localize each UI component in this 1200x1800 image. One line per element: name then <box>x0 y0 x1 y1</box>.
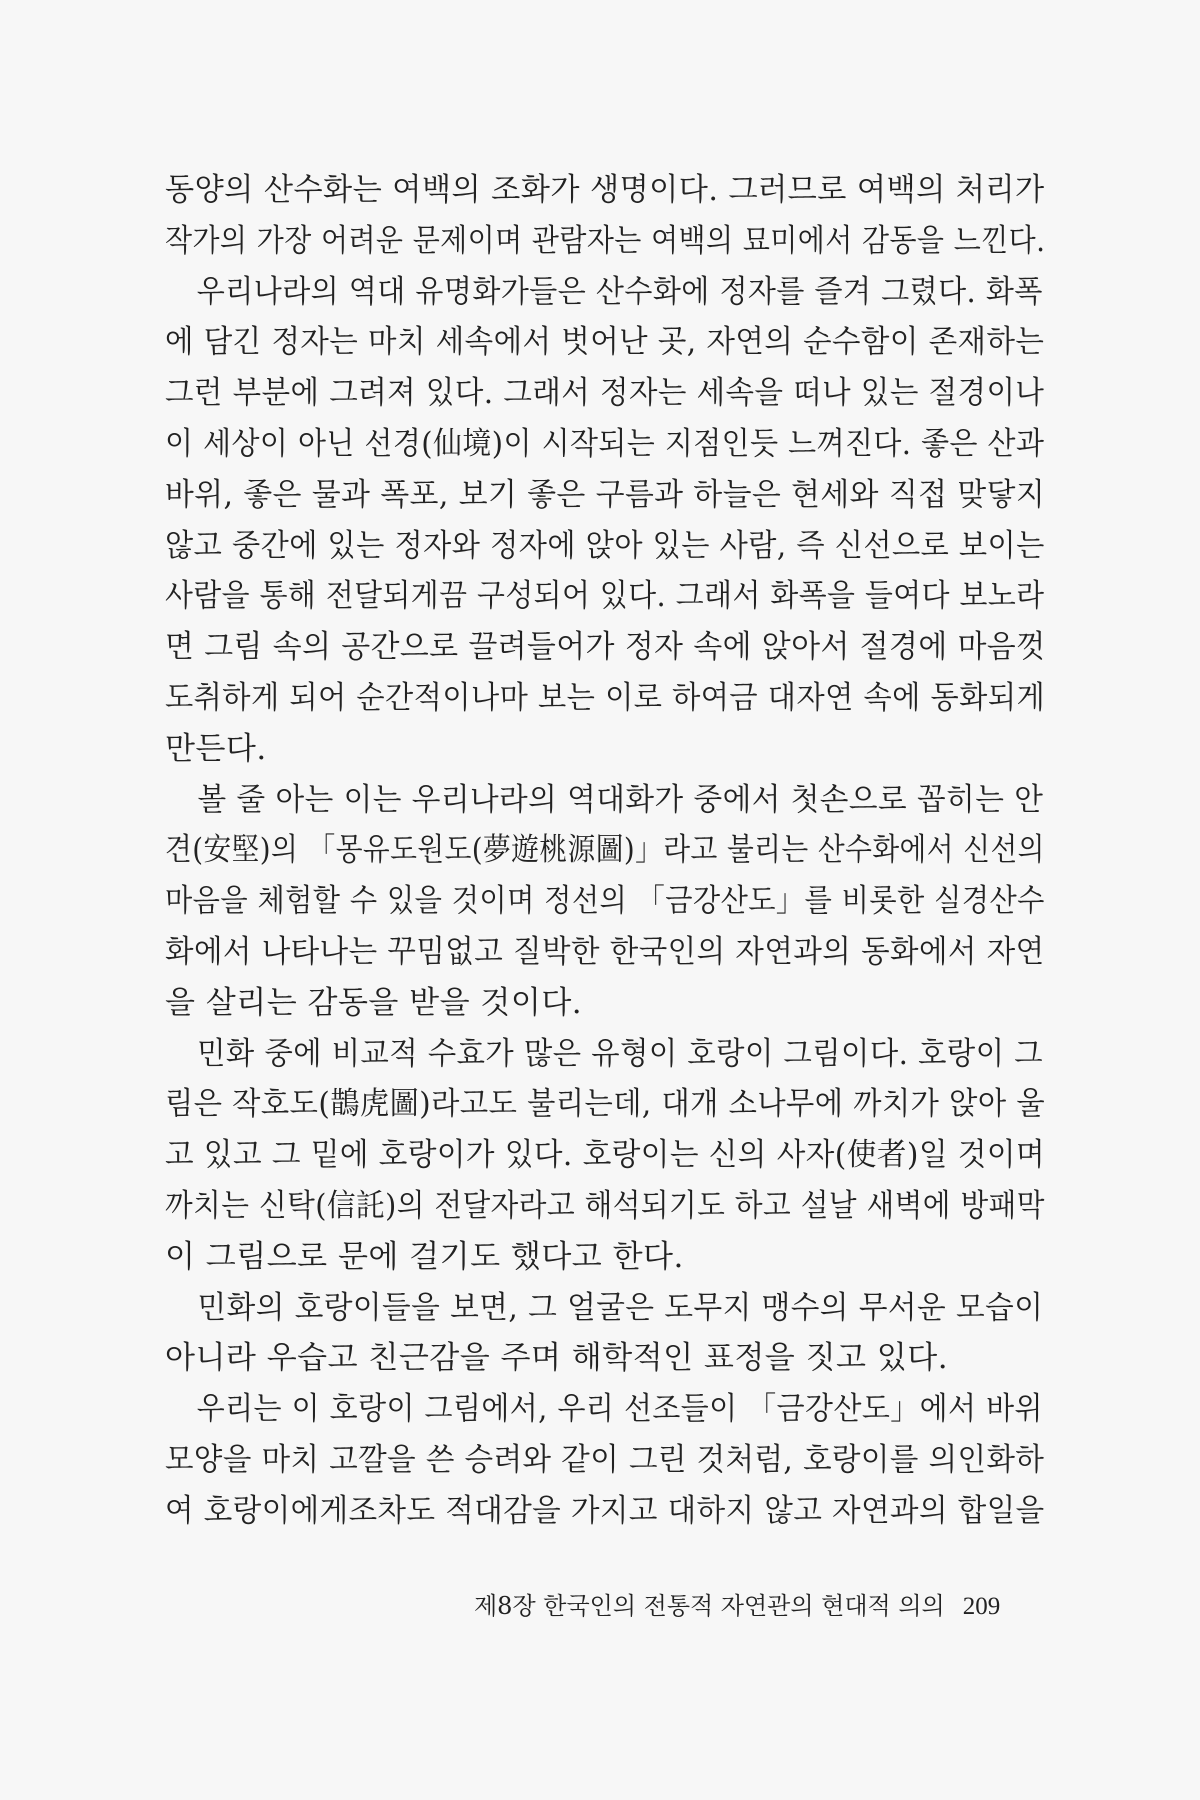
text-line: 견(安堅)의 「몽유도원도(夢遊桃源圖)」라고 불리는 산수화에서 신선의 <box>165 832 1045 869</box>
text-line: 림은 작호도(鵲虎圖)라고도 불리는데, 대개 소나무에 까치가 앉아 울 <box>165 1086 1046 1123</box>
text-line: 마음을 체험할 수 있을 것이며 정선의 「금강산도」를 비롯한 실경산수 <box>165 883 1045 920</box>
text-line: 고 있고 그 밑에 호랑이가 있다. 호랑이는 신의 사자(使者)일 것이며 <box>165 1137 1046 1174</box>
running-head: 제8장 한국인의 전통적 자연관의 현대적 의의 <box>474 1592 945 1620</box>
page-number: 209 <box>962 1593 1001 1620</box>
text-line: 화에서 나타나는 꾸밈없고 질박한 한국인의 자연과의 동화에서 자연 <box>165 933 1045 970</box>
text-line: 에 담긴 정자는 마치 세속에서 벗어난 곳, 자연의 순수함이 존재하는 <box>165 324 1045 361</box>
paragraph-start-line: 볼 줄 아는 이는 우리나라의 역대화가 중에서 첫손으로 꼽히는 안 <box>197 781 1044 818</box>
text-line: 까치는 신탁(信託)의 전달자라고 해석되기도 하고 설날 새벽에 방패막 <box>165 1187 1045 1224</box>
body-text <box>165 165 1045 1537</box>
text-line: 바위, 좋은 물과 폭포, 보기 좋은 구름과 하늘은 현세와 직접 맞닿지 <box>165 476 1046 513</box>
text-line: 을 살리는 감동을 받을 것이다. <box>165 984 583 1021</box>
text-line: 여 호랑이에게조차도 적대감을 가지고 대하지 않고 자연과의 합일을 <box>165 1492 1045 1529</box>
page-footer <box>474 1586 1000 1621</box>
paragraph-start-line: 우리는 이 호랑이 그림에서, 우리 선조들이 「금강산도」에서 바위 <box>196 1391 1043 1428</box>
text-line: 동양의 산수화는 여백의 조화가 생명이다. 그러므로 여백의 처리가 <box>165 172 1045 208</box>
text-line: 사람을 통해 전달되게끔 구성되어 있다. 그래서 화폭을 들여다 보노라 <box>165 578 1045 615</box>
paragraph-start-line: 우리나라의 역대 유명화가들은 산수화에 정자를 즐겨 그렸다. 화폭 <box>196 273 1043 310</box>
text-line: 그런 부분에 그려져 있다. 그래서 정자는 세속을 떠나 있는 절경이나 <box>165 375 1045 412</box>
text-line: 이 세상이 아닌 선경(仙境)이 시작되는 지점인듯 느껴진다. 좋은 산과 <box>165 425 1045 462</box>
text-line: 아니라 우습고 친근감을 주며 해학적인 표정을 짓고 있다. <box>165 1340 949 1377</box>
paragraph-start-line: 민화 중에 비교적 수효가 많은 유형이 호랑이 그림이다. 호랑이 그 <box>197 1035 1044 1072</box>
paragraph-start-line: 민화의 호랑이들을 보면, 그 얼굴은 도무지 맹수의 무서운 모습이 <box>197 1289 1044 1326</box>
text-line: 도취하게 되어 순간적이나마 보는 이로 하여금 대자연 속에 동화되게 <box>165 679 1046 716</box>
text-line: 않고 중간에 있는 정자와 정자에 앉아 있는 사람, 즉 신선으로 보이는 <box>165 527 1045 564</box>
text-line: 작가의 가장 어려운 문제이며 관람자는 여백의 묘미에서 감동을 느낀다. <box>165 222 1046 259</box>
text-line: 면 그림 속의 공간으로 끌려들어가 정자 속에 앉아서 절경에 마음껏 <box>165 629 1046 666</box>
text-line: 이 그림으로 문에 걸기도 했다고 한다. <box>165 1238 684 1275</box>
text-line: 모양을 마치 고깔을 쓴 승려와 같이 그린 것처럼, 호랑이를 의인화하 <box>165 1441 1045 1478</box>
text-line: 만든다. <box>165 730 267 767</box>
